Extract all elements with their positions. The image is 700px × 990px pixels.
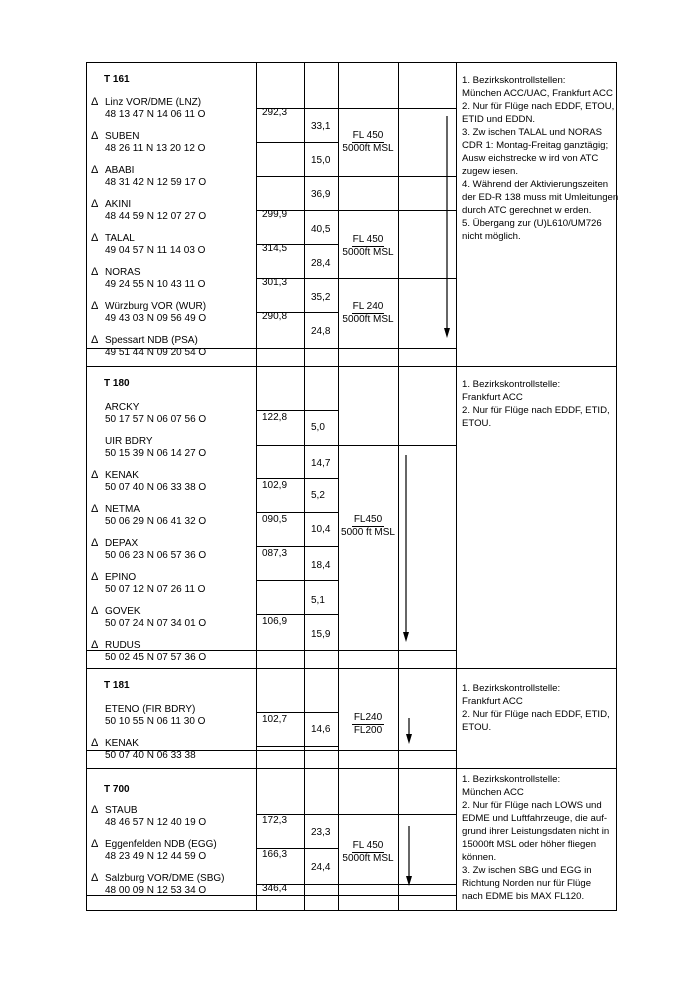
lower-limit: 5000ft MSL [342,247,394,258]
segment-distance: 14,6 [311,724,331,735]
magnetic-track: 290,8 [262,311,288,322]
route-designator: T 181 [104,680,130,691]
waypoint-coordinates: 48 26 11 N 13 20 12 O [105,143,206,154]
magnetic-track: 102,9 [262,480,288,491]
waypoint-name: ETENO (FIR BDRY) [105,704,196,715]
lower-limit: 5000ft MSL [342,314,394,325]
waypoint-name: ABABI [105,165,135,176]
segment-distance: 5,0 [311,422,325,433]
reporting-point-triangle-icon: Δ [91,130,99,142]
waypoint-coordinates: 48 23 49 N 12 44 59 O [105,851,207,862]
magnetic-track: 166,3 [262,849,288,860]
segment-distance: 15,0 [311,155,331,166]
remark-line: Ausw eichstrecke w ird von ATC [462,153,599,164]
waypoint-name: UIR BDRY [105,436,153,447]
remark-line: ETOU. [462,418,492,429]
waypoint-name: NETMA [105,504,140,515]
route-designator: T 700 [104,784,130,795]
waypoint-name: NORAS [105,267,141,278]
waypoint-coordinates: 49 04 57 N 11 14 03 O [105,245,206,256]
waypoint-name: STAUB [105,805,138,816]
remark-line: 2. Nur für Flüge nach EDDF, ETID, [462,405,610,416]
waypoint-coordinates: 50 07 40 N 06 33 38 O [105,482,207,493]
waypoint-coordinates: 50 10 55 N 06 11 30 O [105,716,206,727]
waypoint-coordinates: 50 07 40 N 06 33 38 [105,750,196,761]
remark-line: Frankfurt ACC [462,696,523,707]
reporting-point-triangle-icon: Δ [91,266,99,278]
magnetic-track: 314,5 [262,243,288,254]
remark-line: grund ihrer Leistungsdaten nicht in [462,826,610,837]
waypoint-name: DEPAX [105,538,139,549]
waypoint-name: KENAK [105,738,139,749]
waypoint-name: KENAK [105,470,139,481]
lower-limit: FL200 [353,725,383,736]
remark-line: 5. Übergang zur (U)L610/UM726 [462,218,602,229]
remark-line: nicht möglich. [462,231,521,242]
waypoint-name: GOVEK [105,606,141,617]
remark-line: CDR 1: Montag-Freitag ganztägig; [462,140,609,151]
reporting-point-triangle-icon: Δ [91,164,99,176]
remark-line: ETOU. [462,722,492,733]
waypoint-name: Würzburg VOR (WUR) [105,301,207,312]
reporting-point-triangle-icon: Δ [91,571,99,583]
route-designator: T 180 [104,378,130,389]
waypoint-coordinates: 49 24 55 N 10 43 11 O [105,279,206,290]
segment-distance: 40,5 [311,224,331,235]
reporting-point-triangle-icon: Δ [91,198,99,210]
segment-distance: 35,2 [311,292,331,303]
segment-distance: 18,4 [311,560,331,571]
waypoint-name: RUDUS [105,640,141,651]
remark-line: 15000ft MSL oder höher fliegen [462,839,597,850]
waypoint-name: Spessart NDB (PSA) [105,335,198,346]
segment-distance: 33,1 [311,121,331,132]
reporting-point-triangle-icon: Δ [91,537,99,549]
waypoint-name: Linz VOR/DME (LNZ) [105,97,202,108]
segment-distance: 28,4 [311,258,331,269]
segment-distance: 5,2 [311,490,325,501]
waypoint-coordinates: 50 06 23 N 06 57 36 O [105,550,207,561]
segment-distance: 14,7 [311,458,331,469]
remark-line: 2. Nur für Flüge nach EDDF, ETOU, [462,101,615,112]
waypoint-name: Salzburg VOR/DME (SBG) [105,873,225,884]
waypoint-coordinates: 50 06 29 N 06 41 32 O [105,516,207,527]
remark-line: ETID und EDDN. [462,114,536,125]
magnetic-track: 087,3 [262,548,288,559]
upper-limit: FL 450 [352,840,384,851]
remark-line: durch ATC gerechnet w erden. [462,205,592,216]
waypoint-name: TALAL [105,233,135,244]
remark-line: nach EDME bis MAX FL120. [462,891,585,902]
reporting-point-triangle-icon: Δ [91,804,99,816]
reporting-point-triangle-icon: Δ [91,503,99,515]
upper-limit: FL240 [353,712,383,723]
reporting-point-triangle-icon: Δ [91,737,99,749]
remark-line: 1. Bezirkskontrollstellen: [462,75,566,86]
upper-limit: FL 240 [352,301,384,312]
arrow-down-icon [444,328,450,338]
waypoint-coordinates: 48 31 42 N 12 59 17 O [105,177,207,188]
remark-line: 3. Zw ischen SBG und EGG in [462,865,592,876]
upper-limit: FL 450 [352,234,384,245]
waypoint-coordinates: 50 17 57 N 06 07 56 O [105,414,207,425]
remark-line: 4. Während der Aktivierungszeiten [462,179,609,190]
remark-line: München ACC [462,787,524,798]
waypoint-coordinates: 48 44 59 N 12 07 27 O [105,211,207,222]
waypoint-coordinates: 48 00 09 N 12 53 34 O [105,885,207,896]
arrow-down-icon [406,734,412,744]
remark-line: 2. Nur für Flüge nach EDDF, ETID, [462,709,610,720]
remark-line: Frankfurt ACC [462,392,523,403]
reporting-point-triangle-icon: Δ [91,469,99,481]
remark-line: 3. Zw ischen TALAL und NORAS [462,127,603,138]
waypoint-coordinates: 50 15 39 N 06 14 27 O [105,448,207,459]
magnetic-track: 292,3 [262,107,288,118]
waypoint-coordinates: 48 13 47 N 14 06 11 O [105,109,206,120]
magnetic-track: 299,9 [262,209,288,220]
remark-line: EDME und Luftfahrzeuge, die auf- [462,813,608,824]
waypoint-coordinates: 50 07 24 N 07 34 01 O [105,618,207,629]
waypoint-coordinates: 49 51 44 N 09 20 54 O [105,347,207,358]
magnetic-track: 172,3 [262,815,288,826]
remark-line: 1. Bezirkskontrollstelle: [462,774,561,785]
remark-line: 1. Bezirkskontrollstelle: [462,683,561,694]
segment-distance: 24,4 [311,862,331,873]
segment-distance: 23,3 [311,827,331,838]
lower-limit: 5000ft MSL [342,143,394,154]
waypoint-coordinates: 50 02 45 N 07 57 36 O [105,652,207,663]
remark-line: 1. Bezirkskontrollstelle: [462,379,561,390]
arrow-down-icon [403,632,409,642]
reporting-point-triangle-icon: Δ [91,639,99,651]
magnetic-track: 102,7 [262,714,288,725]
magnetic-track: 346,4 [262,883,288,894]
lower-limit: 5000ft MSL [342,853,394,864]
arrow-down-icon [406,876,412,886]
segment-distance: 15,9 [311,629,331,640]
lower-limit: 5000 ft MSL [341,527,395,538]
magnetic-track: 301,3 [262,277,288,288]
segment-distance: 10,4 [311,524,331,535]
magnetic-track: 090,5 [262,514,288,525]
remark-line: zugew iesen. [462,166,518,177]
reporting-point-triangle-icon: Δ [91,838,99,850]
waypoint-coordinates: 49 43 03 N 09 56 49 O [105,313,207,324]
waypoint-name: EPINO [105,572,137,583]
reporting-point-triangle-icon: Δ [91,232,99,244]
reporting-point-triangle-icon: Δ [91,872,99,884]
magnetic-track: 106,9 [262,616,288,627]
remark-line: der ED-R 138 muss mit Umleitungen [462,192,619,203]
waypoint-name: SUBEN [105,131,140,142]
route-designator: T 161 [104,74,130,85]
reporting-point-triangle-icon: Δ [91,605,99,617]
reporting-point-triangle-icon: Δ [91,334,99,346]
reporting-point-triangle-icon: Δ [91,300,99,312]
segment-distance: 5,1 [311,595,325,606]
waypoint-name: AKINI [105,199,132,210]
magnetic-track: 122,8 [262,412,288,423]
upper-limit: FL450 [353,514,383,525]
segment-distance: 36,9 [311,189,331,200]
reporting-point-triangle-icon: Δ [91,96,99,108]
waypoint-coordinates: 48 46 57 N 12 40 19 O [105,817,207,828]
waypoint-name: ARCKY [105,402,140,413]
remark-line: München ACC/UAC, Frankfurt ACC [462,88,613,99]
upper-limit: FL 450 [352,130,384,141]
remark-line: Richtung Norden nur für Flüge [462,878,592,889]
waypoint-coordinates: 50 07 12 N 07 26 11 O [105,584,206,595]
waypoint-name: Eggenfelden NDB (EGG) [105,839,217,850]
remark-line: können. [462,852,497,863]
segment-distance: 24,8 [311,326,331,337]
remark-line: 2. Nur für Flüge nach LOWS und [462,800,602,811]
